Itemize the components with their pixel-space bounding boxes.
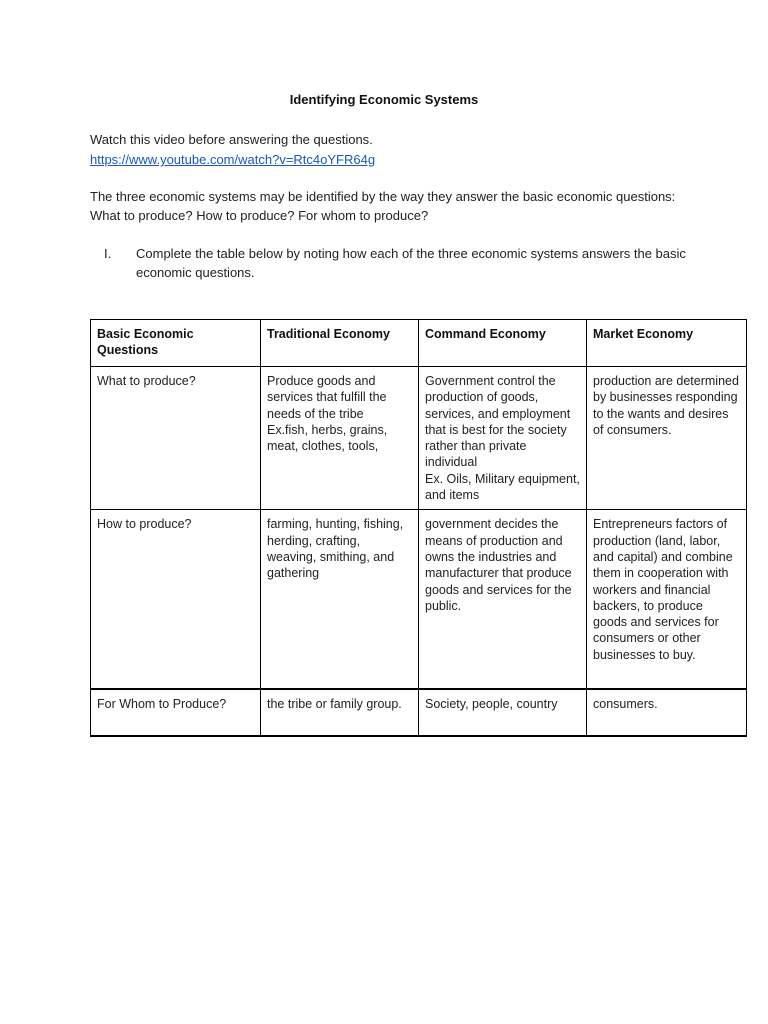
cell-traditional: Produce goods and services that fulfill the needs of the tribe Ex.fish, herbs, grains, meat, clothes, tools,: [261, 367, 419, 510]
cell-command: government decides the means of production and owns the industries and manufacturer that produce goods and services for the public.: [419, 510, 587, 690]
header-traditional-economy: Traditional Economy: [261, 320, 419, 367]
table-row: [91, 367, 747, 510]
video-link[interactable]: https://www.youtube.com/watch?v=Rtc4oYFR64g: [90, 152, 376, 167]
cell-market: production are determined by businesses responding to the wants and desires of consumers.: [587, 367, 747, 510]
cell-question: How to produce?: [91, 510, 261, 690]
header-market-economy: Market Economy: [587, 320, 747, 367]
cell-question: For Whom to Produce?: [91, 689, 261, 736]
cell-command: Government control the production of goods, services, and employment that is best for the society rather than private individual Ex. Oils, Military equipment, and items: [419, 367, 587, 510]
table-row: [91, 510, 747, 690]
header-command-economy: Command Economy: [419, 320, 587, 367]
intro-paragraph: The three economic systems may be identified by the way they answer the basic economic questions: What to produce? How to produce? For whom to produce?: [90, 189, 676, 223]
cell-market: consumers.: [587, 689, 747, 736]
table-row: [91, 689, 747, 736]
header-basic-questions: Basic Economic Questions: [91, 320, 261, 367]
cell-traditional: the tribe or family group.: [261, 689, 419, 736]
cell-traditional: farming, hunting, fishing, herding, crafting, weaving, smithing, and gathering: [261, 510, 419, 690]
intro-line: Watch this video before answering the questions.: [90, 132, 373, 147]
cell-market: Entrepreneurs factors of production (land, labor, and capital) and combine them in cooperation with workers and financial backers, to produce goods and services for consumers or other businesses to buy.: [587, 510, 747, 690]
economic-systems-table: [90, 319, 747, 737]
table-header-row: [91, 320, 747, 367]
intro-block: [90, 130, 375, 170]
document-title: Identifying Economic Systems: [289, 92, 479, 107]
instruction-text: Complete the table below by noting how each of the three economic systems answers the basic economic questions.: [136, 246, 686, 280]
cell-command: Society, people, country: [419, 689, 587, 736]
cell-question: What to produce?: [91, 367, 261, 510]
list-marker: I.: [104, 246, 112, 261]
